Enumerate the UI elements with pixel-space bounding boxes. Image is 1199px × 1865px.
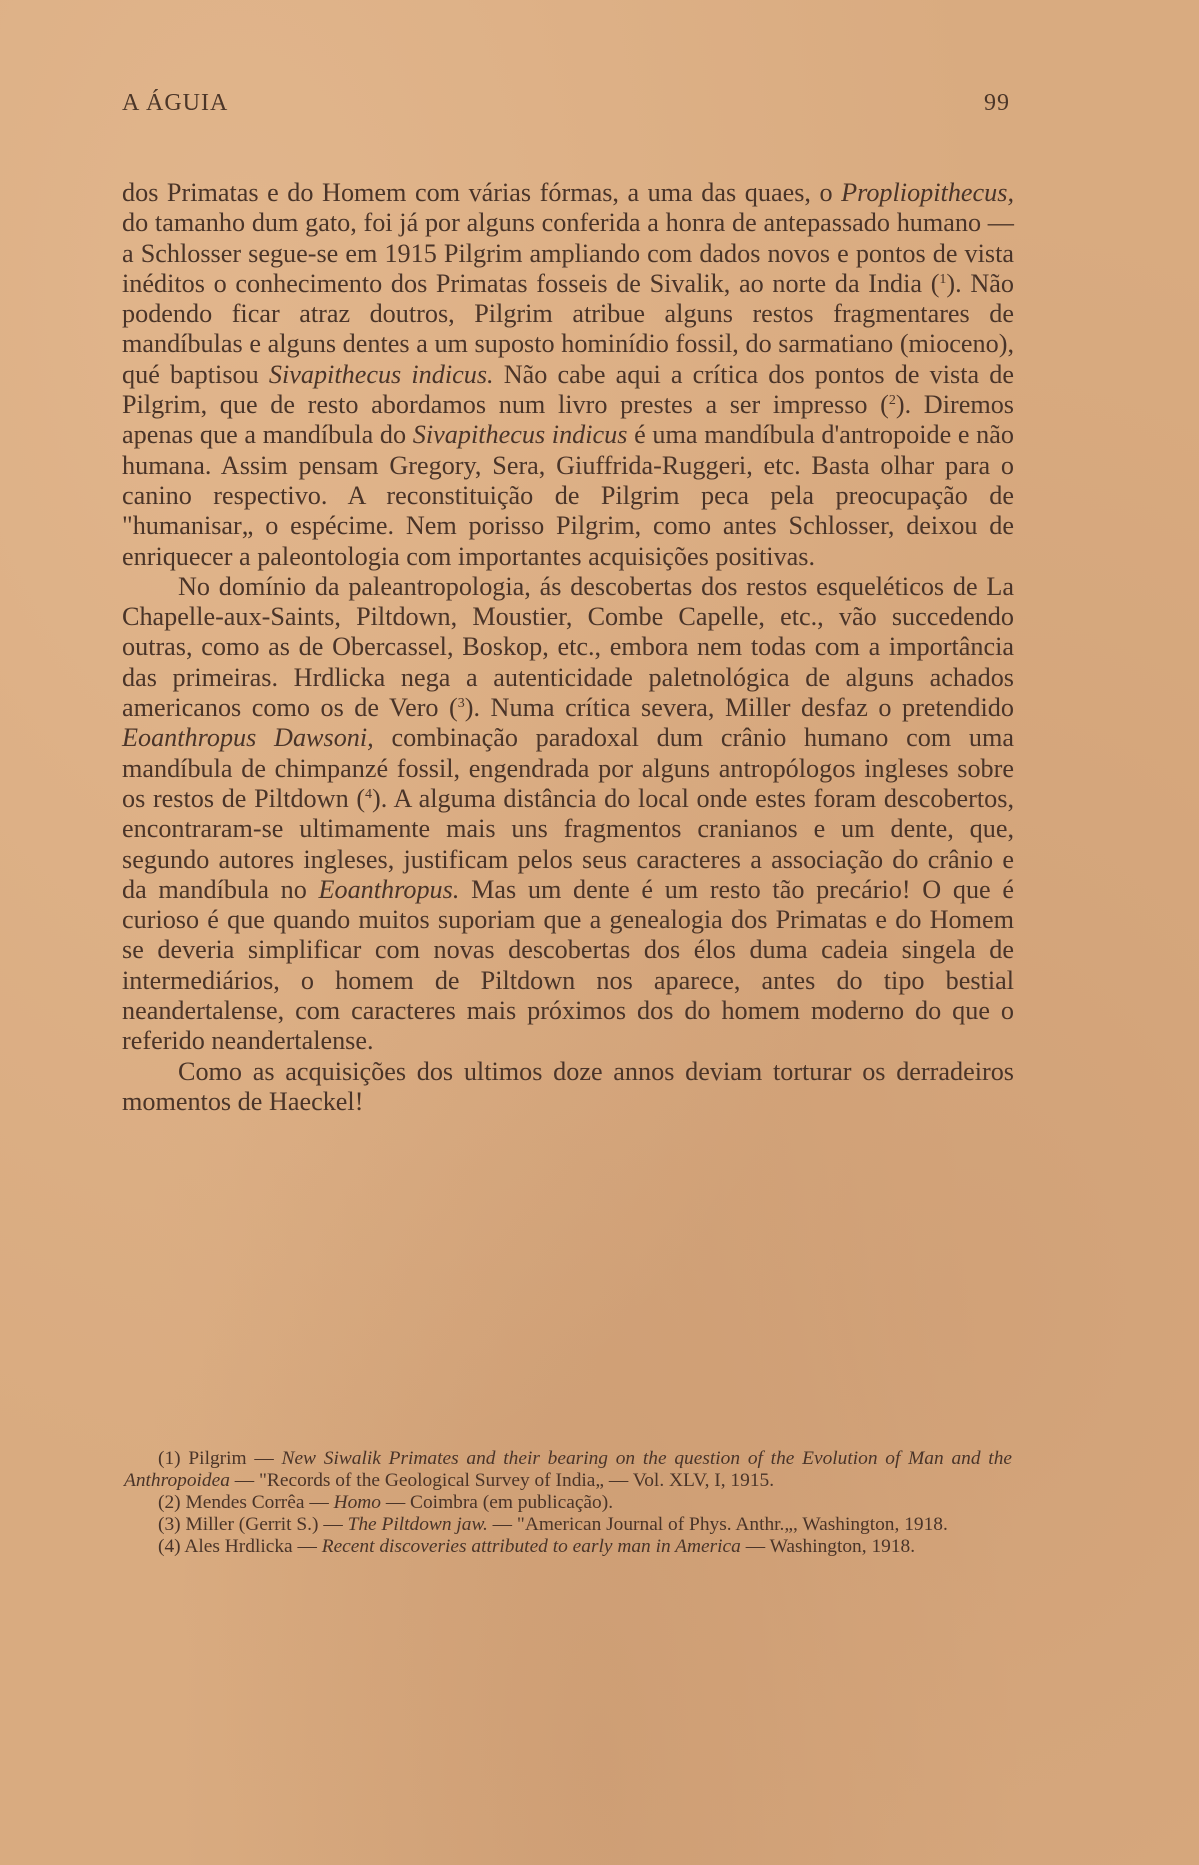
text-run: (3) xyxy=(158,1514,181,1535)
text-run: ). Numa crítica severa, Miller desfaz o pretendido xyxy=(464,693,1014,723)
text-run: ). Não podendo ficar atraz doutros, Pilgrim atribue alguns restos fragmentares de mandíbulas e alguns dentes a um suposto hominídio fossil, do sarmatiano (mioceno), qué baptisou xyxy=(122,268,1014,389)
text-run: — "American Journal of Phys. Anthr.„, Washington, 1918. xyxy=(487,1514,948,1535)
italic-text: Sivapithecus indicus xyxy=(412,420,628,450)
footnote xyxy=(124,1448,1012,1492)
text-run: Pilgrim — xyxy=(180,1448,282,1469)
text-run: No domínio da paleantropologia, ás descobertas dos restos esqueléticos de La Chapelle-aux-Saints, Piltdown, Moustier, Combe Capelle, etc., vão succedendo outras, como as de Obercassel, Boskop, etc., embora nem todas com a importância das primeiras. Hrdlicka nega a autenticidade paletnológica de alguns achados americanos como os de Vero ( xyxy=(122,571,1014,723)
italic-text: Sivapithecus indicus. xyxy=(268,359,494,389)
text-run: (2) xyxy=(158,1492,181,1513)
footnote xyxy=(124,1514,1012,1536)
footnote-ref: 3 xyxy=(457,696,465,712)
italic-text: Eoanthropus. xyxy=(318,874,460,904)
footnote xyxy=(124,1536,1012,1558)
text-run: Não cabe aqui a crítica dos pontos de vista de Pilgrim, que de resto abordamos num livro prestes a ser impresso ( xyxy=(122,359,1014,420)
text-run: — Washington, 1918. xyxy=(740,1536,916,1557)
paragraph xyxy=(122,178,1014,572)
text-run: ). A alguma distância do local onde estes foram descobertos, encontraram-se ultimamente mais uns fragmentos cranianos e um dente, que, segundo autores ingleses, justificam pelos seus caracteres a associação do crânio e da mandíbula no xyxy=(122,783,1015,904)
text-run: Mas um dente é um resto tão precário! O que é curioso é que quando muitos suporiam que a genealogia dos Primatas e do Homem se deveria simplificar com novas descobertas dos élos duma cadeia singela de intermediários, o homem de Piltdown nos aparece, antes do tipo bestial neandertalense, com caracteres mais próximos dos do homem moderno do que o referido neandertalense. xyxy=(122,874,1014,1056)
text-run: ). Diremos apenas que a mandíbula do xyxy=(122,390,1014,450)
text-run: é uma mandíbula d'antropoide e não humana. Assim pensam Gregory, Sera, Giuffrida-Ruggeri, etc. Basta olhar para o canino respectivo. A reconstituição de Pilgrim peca pela preocupação de "humanisar„ o espécime. Nem porisso Pilgrim, como antes Schlosser, deixou de enriquecer a paleontologia com importantes acquisições positivas. xyxy=(122,420,1014,571)
text-run: Como as acquisições dos ultimos doze annos deviam torturar os derradeiros momentos de Haeckel! xyxy=(122,1056,1014,1116)
text-run: dos Primatas e do Homem com várias fórmas, a uma das quaes, o xyxy=(122,178,842,207)
body-text xyxy=(122,178,1014,1117)
footnote-ref: 1 xyxy=(939,271,947,287)
text-run: (4) xyxy=(158,1536,181,1557)
text-run: Miller (Gerrit S.) — xyxy=(180,1514,348,1535)
text-run: (1) xyxy=(158,1448,181,1469)
text-run: — "Records of the Geological Survey of India„ — Vol. XLV, I, 1915. xyxy=(229,1470,775,1491)
italic-text: Recent discoveries attributed to early man in America xyxy=(321,1536,741,1557)
footnote-ref: 2 xyxy=(888,393,896,409)
footnote xyxy=(124,1492,1012,1514)
italic-text: New Siwalik Primates and their bearing on the question of the Evolution of Man and the Anthropoidea xyxy=(124,1448,1012,1491)
italic-text: The Piltdown jaw. xyxy=(347,1514,488,1535)
italic-text: Eoanthropus Dawsoni, xyxy=(122,723,374,753)
text-run: — Coimbra (em publicação). xyxy=(380,1492,614,1513)
text-run: Ales Hrdlicka — xyxy=(180,1536,322,1557)
footnotes xyxy=(124,1448,1012,1558)
footnote-ref: 4 xyxy=(365,786,373,802)
journal-title: A ÁGUIA xyxy=(122,90,229,116)
running-header xyxy=(122,90,1010,117)
italic-text: Homo xyxy=(333,1492,381,1513)
italic-text: Propliopithecus, xyxy=(841,178,1014,207)
page-number: 99 xyxy=(984,90,1010,116)
text-run: do tamanho dum gato, foi já por alguns conferida a honra de antepassado humano — a Schlosser segue-se em 1915 Pilgrim ampliando com dados novos e pontos de vista inéditos o conhecimento dos Primatas fosseis de Sivalik, ao norte da India ( xyxy=(122,208,1014,298)
paragraph xyxy=(122,572,1014,1057)
text-run: Mendes Corrêa — xyxy=(180,1492,334,1513)
text-run: combinação paradoxal dum crânio humano com uma mandíbula de chimpanzé fossil, engendrada por alguns antropólogos ingleses sobre os restos de Piltdown ( xyxy=(122,723,1014,813)
paragraph xyxy=(122,1057,1014,1118)
